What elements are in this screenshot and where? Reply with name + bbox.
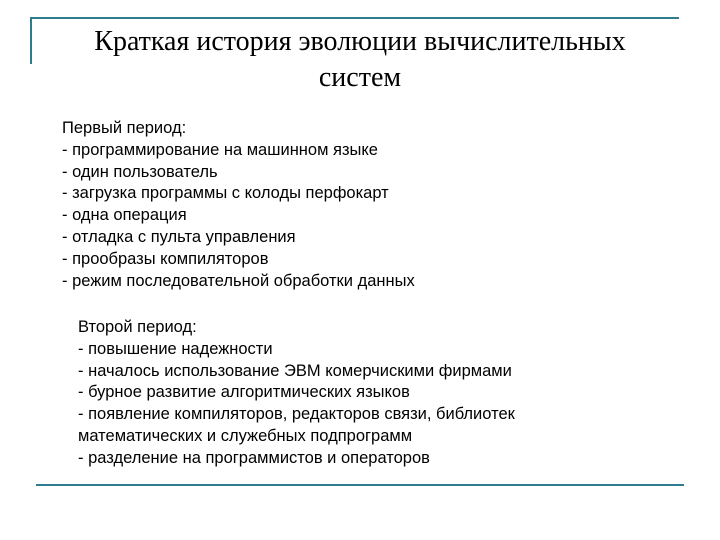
- second-period-heading: Второй период:: [78, 318, 197, 336]
- top-rule: [30, 17, 679, 19]
- first-period-section: [62, 118, 415, 292]
- list-item: - разделение на программистов и операторов: [78, 448, 430, 467]
- list-item: - загрузка программы с колоды перфокарт: [62, 184, 389, 203]
- list-item: - режим последовательной обработки данных: [62, 271, 415, 290]
- first-period-heading: Первый период:: [62, 119, 187, 137]
- list-item: - отладка с пульта управления: [62, 227, 296, 246]
- second-period-section: [78, 317, 515, 470]
- bottom-rule: [36, 484, 684, 486]
- list-item: - началось использование ЭВМ комерчискими фирмами: [78, 361, 512, 380]
- list-item: - программирование на машинном языке: [62, 140, 378, 159]
- list-item: - один пользователь: [62, 162, 218, 181]
- left-rule: [30, 17, 32, 64]
- list-item: - появление компиляторов, редакторов связи, библиотек: [78, 405, 515, 424]
- list-item: - бурное развитие алгоритмических языков: [78, 383, 410, 402]
- slide-title-line-2: систем: [318, 62, 402, 93]
- slide-title: [40, 24, 680, 96]
- list-item: - прообразы компиляторов: [62, 249, 269, 268]
- list-item: математических и служебных подпрограмм: [78, 426, 413, 445]
- list-item: - одна операция: [62, 206, 187, 225]
- list-item: - повышение надежности: [78, 339, 273, 358]
- slide-title-line-1: Краткая история эволюции вычислительных: [94, 26, 626, 57]
